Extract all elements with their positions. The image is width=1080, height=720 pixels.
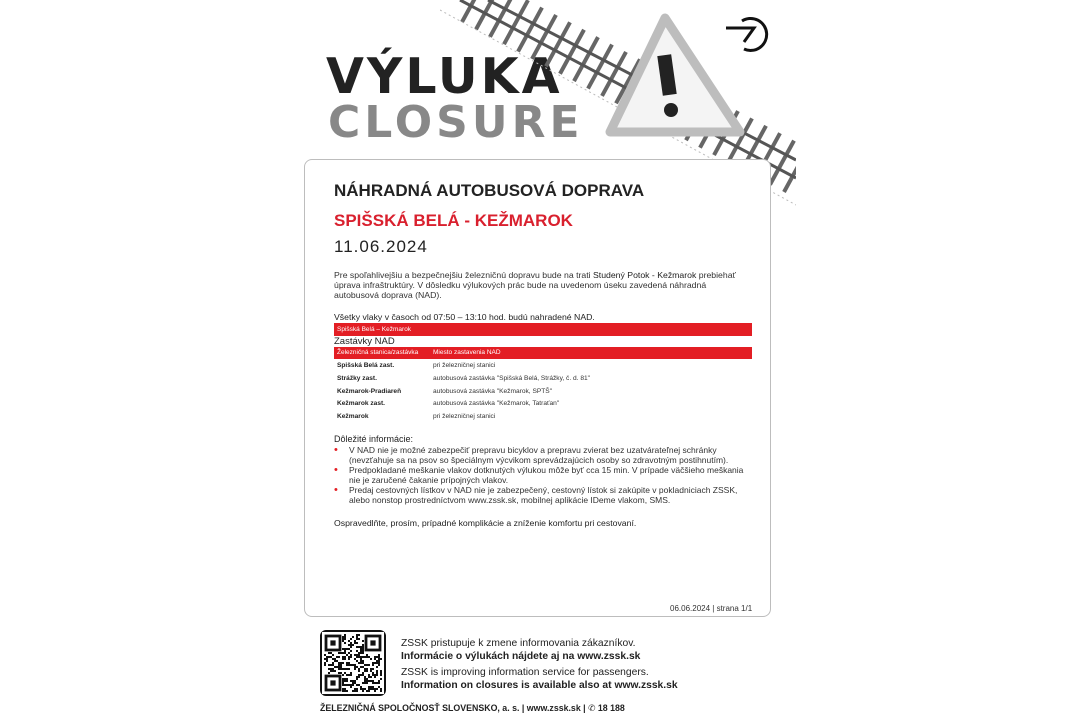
info-list (334, 445, 754, 505)
intro-track: Studený Potok - Kežmarok (592, 270, 697, 280)
zssk-logo-icon (724, 16, 776, 52)
stop-station: Strážky zast. (337, 375, 377, 382)
closure-date: 11.06.2024 (334, 237, 428, 256)
list-item: • Predaj cestovných lístkov v NAD nie je zabezpečený, cestovný lístok si zakúpite v pokladniciach ZSSK, alebo nonstop prostredníctvom www.zssk.sk, mobilnej aplikácie IDeme vlakom, SMS. (334, 485, 754, 505)
stops-title: Zastávky NAD (334, 336, 395, 347)
stop-station: Kežmarok (337, 413, 369, 420)
stop-place: pri železničnej stanici (433, 362, 496, 369)
apology-note: Ospravedlňte, prosím, prípadné komplikácie a zníženie komfortu pri cestovaní. (334, 518, 637, 528)
qr-code-icon[interactable] (320, 630, 386, 696)
stops-table-header (334, 347, 752, 359)
stop-place: autobusová zastávka "Spišská Belá, Strážky, č. d. 81" (433, 375, 591, 382)
stop-place: autobusová zastávka "Kežmarok, Tatraťan" (433, 400, 560, 407)
notice-heading: NÁHRADNÁ AUTOBUSOVÁ DOPRAVA (334, 181, 645, 200)
page-title: VÝLUKA (326, 48, 563, 105)
list-item: • V NAD nie je možné zabezpečiť prepravu bicyklov a prepravu zvierat bez uzatvárateľnej schránky (nevzťahuje sa na psov so špeciálnym výcvikom sprevádzajúcich osoby so zdravotným postihnutím). (334, 445, 754, 465)
stop-place: autobusová zastávka "Kežmarok, SPTŠ" (433, 388, 553, 395)
intro-text-2: prebiehať úprava infraštruktúry. V dôsledku výlukových prác bude na uvedenom úseku zavedená náhradná autobusová doprava (NAD). (334, 270, 736, 300)
info-line-sk: ZSSK pristupuje k zmene informovania zákazníkov. (401, 638, 636, 649)
stop-station: Spišská Belá zast. (337, 362, 395, 369)
page-subtitle: CLOSURE (328, 97, 584, 148)
header-station: Železničná stanica/zastávka (337, 349, 419, 356)
info-service-block (401, 637, 678, 692)
section-bar: Spišská Belá – Kežmarok (334, 323, 752, 336)
stop-place: pri železničnej stanici (433, 413, 496, 420)
intro-text-1: Pre spoľahlivejšiu a bezpečnejšiu železničnú dopravu bude na trati (334, 270, 593, 280)
route-title: SPIŠSKÁ BELÁ - KEŽMAROK (334, 211, 573, 230)
card-footer: 06.06.2024 | strana 1/1 (670, 604, 753, 613)
all-trains-note: Všetky vlaky v časoch od 07:50 – 13:10 hod. budú nahradené NAD. (334, 312, 595, 322)
header-place: Miesto zastavenia NAD (433, 349, 501, 356)
info-title: Dôležité informácie: (334, 434, 414, 444)
info-link-en[interactable]: Information on closures is available also at www.zssk.sk (401, 680, 678, 691)
intro-paragraph (334, 270, 752, 300)
stop-station: Kežmarok-Pradiareň (337, 388, 402, 395)
info-line-en: ZSSK is improving information service for passengers. (401, 667, 649, 678)
company-footer: ŽELEZNIČNÁ SPOLOČNOSŤ SLOVENSKO, a. s. | www.zssk.sk | ✆ 18 188 (320, 703, 625, 713)
info-link-sk[interactable]: Informácie o výlukách nájdete aj na www.zssk.sk (401, 651, 641, 662)
list-item: • Predpokladané meškanie vlakov dotknutých výlukou môže byť cca 15 min. V prípade väčšieho meškania nie je zaručené čakanie prípojných vlakov. (334, 465, 754, 485)
stop-station: Kežmarok zast. (337, 400, 386, 407)
